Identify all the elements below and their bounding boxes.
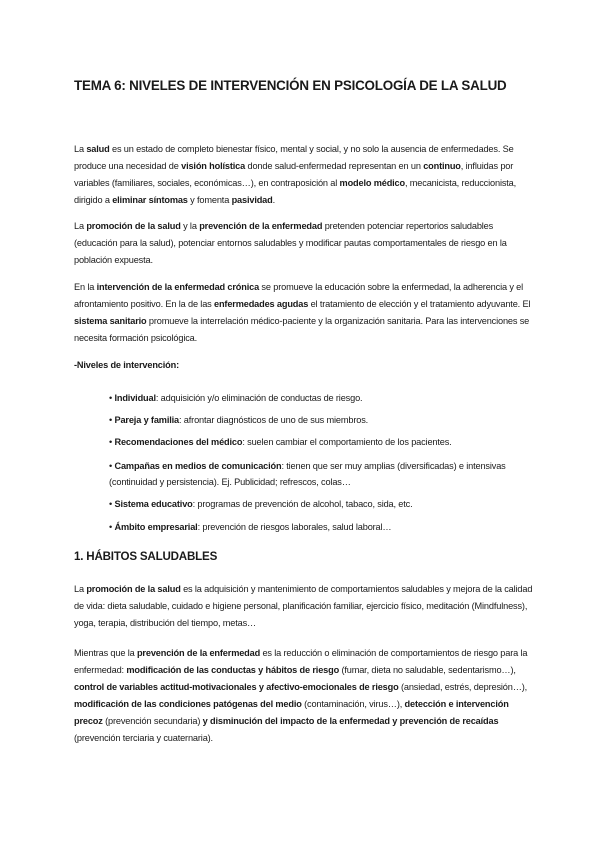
- paragraph-promocion: [74, 218, 534, 269]
- text-run: donde salud-enfermedad representan en un: [245, 161, 424, 171]
- text-run: .: [272, 195, 276, 205]
- level-item: • Sistema educativo: programas de prevención de alcohol, tabaco, sida, etc.: [109, 499, 413, 509]
- bold-term: continuo: [423, 161, 461, 171]
- text-run: y fomenta: [187, 195, 232, 205]
- bold-term: visión holística: [181, 161, 246, 171]
- paragraph-prevencion: [74, 645, 534, 747]
- bold-term: modificación de las conductas y hábitos de riesgo: [126, 665, 340, 675]
- text-run: , mecanicista, reduccionista, dirigido a: [74, 178, 517, 205]
- levels-heading: -Niveles de intervención:: [74, 360, 180, 370]
- text-run: En la: [74, 282, 97, 292]
- text-run: (fumar, dieta no saludable, sedentarismo…),: [339, 665, 516, 675]
- text-run: el tratamiento de elección y el tratamiento adyuvante. El: [308, 299, 531, 309]
- text-run: promueve la interrelación médico-paciente y la organización sanitaria. Para las intervenciones se necesita formación psicológica.: [74, 316, 530, 343]
- bold-term: promoción de la salud: [86, 584, 181, 594]
- bold-term: pasividad: [231, 195, 273, 205]
- bold-term: eliminar síntomas: [112, 195, 188, 205]
- level-item: • Recomendaciones del médico: suelen cambiar el comportamiento de los pacientes.: [109, 437, 452, 447]
- bold-term: enfermedades agudas: [214, 299, 309, 309]
- text-run: La: [74, 221, 87, 231]
- text-run: (ansiedad, estrés, depresión…),: [398, 682, 528, 692]
- bold-term: modelo médico: [339, 178, 405, 188]
- bold-term: y disminución del impacto de la enfermedad y prevención de recaídas: [202, 716, 499, 726]
- bold-term: prevención de la enfermedad: [199, 221, 323, 231]
- bold-term: detección e intervención precoz: [74, 699, 509, 726]
- level-item: • Ámbito empresarial: prevención de riesgos laborales, salud laboral…: [109, 522, 392, 532]
- text-run: es la reducción o eliminación de comportamientos de riesgo para la enfermedad:: [74, 648, 528, 675]
- paragraph-intervencion: [74, 279, 534, 347]
- text-run: se promueve la educación sobre la enfermedad, la adherencia y el afrontamiento positivo. En la de las: [74, 282, 524, 309]
- text-run: pretenden potenciar repertorios saludables (educación para la salud), potenciar entornos saludables y modificar pautas comportamentales de riesgo en la población expuesta.: [74, 221, 507, 265]
- bold-term: salud: [86, 144, 110, 154]
- text-run: , influidas por variables (familiares, sociales, económicas…), en contraposición al: [74, 161, 514, 188]
- text-run: es un estado de completo bienestar físico, mental y social, y no solo la ausencia de enfermedades. Se produce una necesidad de: [74, 144, 514, 171]
- level-item: • Individual: adquisición y/o eliminación de conductas de riesgo.: [109, 393, 363, 403]
- level-item: • Pareja y familia: afrontar diagnósticos de uno de sus miembros.: [109, 415, 369, 425]
- bold-term: intervención de la enfermedad crónica: [96, 282, 260, 292]
- section-heading: 1. HÁBITOS SALUDABLES: [74, 550, 218, 563]
- page-title: TEMA 6: NIVELES DE INTERVENCIÓN EN PSICOLOGÍA DE LA SALUD: [74, 78, 507, 93]
- bold-term: modificación de las condiciones patógenas del medio: [74, 699, 302, 709]
- bold-term: control de variables actitud-motivacionales y afectivo-emocionales de riesgo: [74, 682, 399, 692]
- text-run: La: [74, 144, 87, 154]
- text-run: (prevención secundaria): [102, 716, 203, 726]
- text-run: y la: [180, 221, 200, 231]
- text-run: La: [74, 584, 87, 594]
- text-run: (contaminación, virus…),: [301, 699, 405, 709]
- paragraph-salud: [74, 141, 534, 209]
- text-run: (prevención terciaria y cuaternaria).: [74, 733, 213, 743]
- text-run: Mientras que la: [74, 648, 137, 658]
- bold-term: prevención de la enfermedad: [136, 648, 261, 658]
- text-run: es la adquisición y mantenimiento de comportamientos saludables y mejora de la calidad de vida: dieta saludable, cuidado e higiene personal, planificación familiar, ejercicio físico, meditación (Mindfulness), yoga, terapia, distribución del tiempo, metas…: [74, 584, 533, 628]
- paragraph-habitos: [74, 581, 534, 632]
- level-item: • Campañas en medios de comunicación: tienen que ser muy amplias (diversificadas) e intensivas (continuidad y persistencia). Ej. Publicidad; refrescos, colas…: [109, 461, 506, 487]
- bold-term: promoción de la salud: [86, 221, 181, 231]
- bold-term: sistema sanitario: [74, 316, 147, 326]
